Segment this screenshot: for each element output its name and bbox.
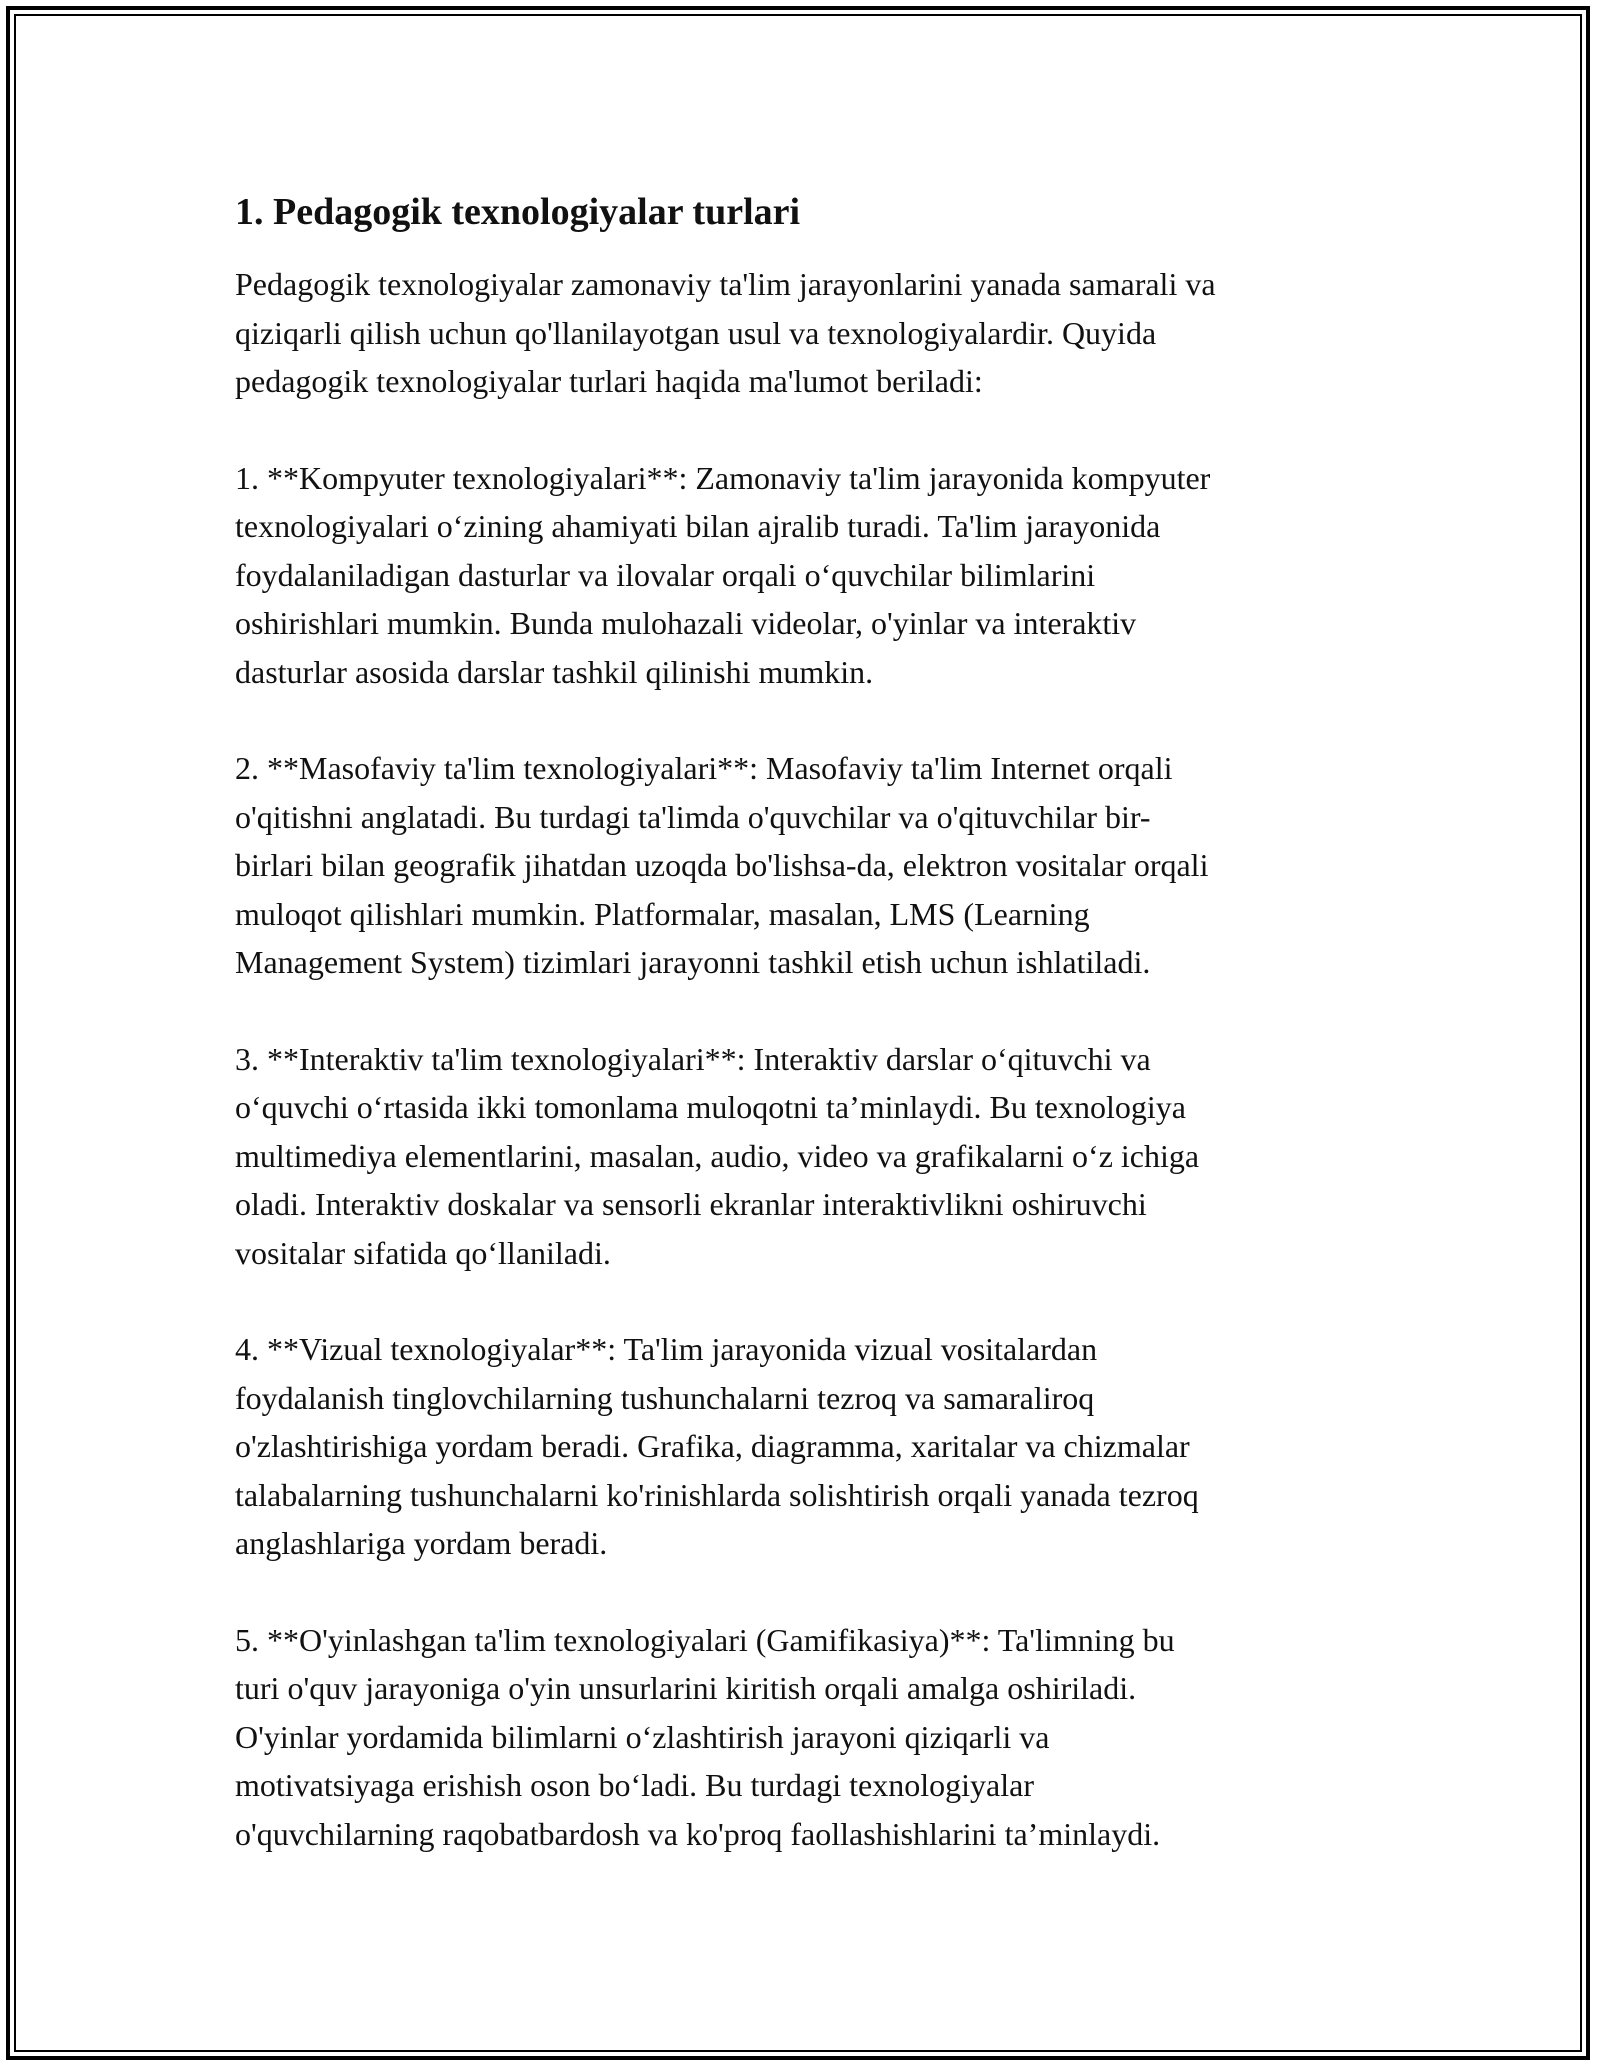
paragraph-interactive-learning: 3. **Interaktiv ta'lim texnologiyalari**: Interaktiv darslar o‘qituvchi va o‘quvchi o‘rtasida ikki tomonlama muloqotni ta’minlaydi. Bu texnologiya multimediya elementlarini, masalan, audio, video va grafikalarni o‘z ichiga oladi. Interaktiv doskalar va sensorli ekranlar interaktivlikni oshiruvchi vositalar sifatida qo‘llaniladi.: [235, 1040, 1200, 1271]
paragraph-gamification: 5. **O'yinlashgan ta'lim texnologiyalari (Gamifikasiya)**: Ta'limning bu turi o'quv jarayoniga o'yin unsurlarini kiritish orqali amalga oshiriladi. O'yinlar yordamida bilimlarni o‘zlashtirish jarayoni qiziqarli va motivatsiyaga erishish oson bo‘ladi. Bu turdagi texnologiyalar o'quvchilarning raqobatbardosh va ko'proq faollashishlarini ta’minlaydi.: [235, 1621, 1175, 1852]
document-body: [235, 186, 1385, 1906]
paragraph-distance-learning: 2. **Masofaviy ta'lim texnologiyalari**: Masofaviy ta'lim Internet orqali o'qitishni anglatadi. Bu turdagi ta'limda o'quvchilar va o'qituvchilar bir- birlari bilan geografik jihatdan uzoqda bo'lishsa-da, elektron vositalar orqali muloqot qilishlari mumkin. Platformalar, masalan, LMS (Learning Management System) tizimlari jarayonni tashkil etish uchun ishlatiladi.: [235, 750, 1209, 980]
paragraph-visual-technologies: 4. **Vizual texnologiyalar**: Ta'lim jarayonida vizual vositalardan foydalanish tinglovchilarning tushunchalarni tezroq va samaraliroq o'zlashtirishiga yordam beradi. Grafika, diagramma, xaritalar va chizmalar talabalarning tushunchalarni ko'rinishlarda solishtirish orqali yanada tezroq anglashlariga yordam beradi.: [235, 1331, 1199, 1561]
paragraph-computer-technologies: 1. **Kompyuter texnologiyalari**: Zamonaviy ta'lim jarayonida kompyuter texnologiyalari o‘zining ahamiyati bilan ajralib turadi. Ta'lim jarayonida foydalaniladigan dasturlar va ilovalar orqali o‘quvchilar bilimlarini oshirishlari mumkin. Bunda mulohazali videolar, o'yinlar va interaktiv dasturlar asosida darslar tashkil qilinishi mumkin.: [235, 459, 1211, 690]
intro-paragraph: Pedagogik texnologiyalar zamonaviy ta'lim jarayonlarini yanada samarali va qiziqarli qilish uchun qo'llanilayotgan usul va texnologiyalardir. Quyida pedagogik texnologiyalar turlari haqida ma'lumot beriladi:: [235, 266, 1216, 399]
document-title: 1. Pedagogik texnologiyalar turlari: [235, 191, 801, 233]
